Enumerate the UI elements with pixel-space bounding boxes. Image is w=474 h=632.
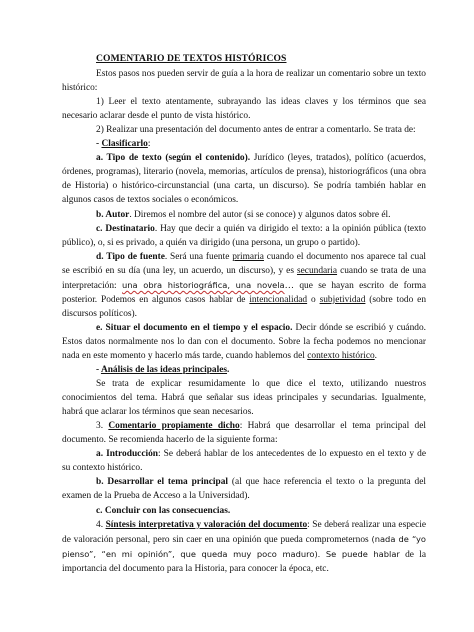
step-4-num: 4. [96,519,106,530]
item-d-text-2: cuando el documento nos aparece tal cual se escribió en su día (una ley, un acuerdo, un discurso), y es [62,251,426,276]
analisis-prefix: - [96,365,101,376]
step-3-num: 3. [96,421,109,432]
term-primaria: primaria [232,251,264,262]
step-3-b-text: (al que hace referencia el texto o la pregunta del examen de la Prueba de Acceso a la Universidad). [62,477,426,502]
step-3-text: : Habrá que desarrollar el tema principal del documento. Se recomienda hacerlo de la siguiente forma: [62,421,426,446]
item-c-destinatario [62,222,426,250]
item-c-text: . Hay que decir a quién va dirigido el texto: a la opinión pública (texto público), o, si es privado, a quién va dirigido (una persona, un grupo o partido). [62,223,426,248]
step-4-text-1: : Se deberá realizar una especie de valoración personal, pero sin caer en una opinión que pueda comprometernos [62,519,426,545]
item-b-label: b. Autor [96,209,130,220]
step-3-c-label: c. Concluir con las consecuencias. [96,505,231,516]
clasificarlo-heading-text: Clasificarlo [101,139,148,150]
step-4-paragraph [62,518,426,576]
step-3-item-a [62,447,426,475]
document-title: COMENTARIO DE TEXTOS HISTÓRICOS [96,53,287,64]
item-e-situar [62,321,426,363]
clasificarlo-heading [62,137,426,151]
term-intencionalidad: intencionalidad [249,294,308,305]
step-3-heading: Comentario propiamente dicho [108,421,240,432]
item-b-autor [62,208,426,222]
step-3-item-c [62,504,426,518]
item-d-label: d. Tipo de fuente [96,251,165,262]
step-3-b-label: b. Desarrollar el tema principal [96,477,229,488]
item-d-text-6: (sobre todo en discursos políticos). [62,294,427,319]
clasificarlo-prefix: - [96,139,102,150]
item-e-text-2: . [374,350,378,361]
step-3-item-b [62,475,426,503]
item-e-text-1: Decir dónde se escribió y cuándo. Estos datos normalmente nos lo dan con el documento. Sobre la fecha podemos no mencionar nada en este momento y hacerlo más tarde, cuando hablemos del [62,322,426,361]
step-3-a-label: a. Introducción [96,449,158,460]
analisis-heading-text: Análisis de las ideas principales [100,365,228,376]
item-d-sans-text: una obra historiográfica, una novela [122,279,285,290]
item-b-text: . Diremos el nombre del autor (si se conoce) y algunos datos sobre él. [129,209,391,220]
analisis-paragraph: Se trata de explicar resumidamente lo que dice el texto, utilizando nuestros conocimientos del tema. Habrá que señalar sus ideas principales y secundarias. Igualmente, habrá que aclarar los términos que sean necesarios. [62,379,426,418]
item-e-label: e. Situar el documento en el tiempo y el espacio. [96,322,293,333]
analisis-suffix: . [227,365,230,376]
clasificarlo-suffix: : [147,139,151,150]
step-3-paragraph [62,419,426,447]
step-4-heading: Síntesis interpretativa y valoración del documento [105,519,308,530]
item-d-tipo-fuente [62,250,426,321]
item-a-label: a. Tipo de texto (según el contenido). [96,153,251,164]
term-subjetividad: subjetividad [319,294,366,305]
step-4-sans-text: (nada de “yo pienso”, “en mi opinión”, que queda muy poco maduro). Se puede hablar [62,533,426,559]
step-1-paragraph: 1) Leer el texto atentamente, subrayando las ideas claves y los términos que sea necesario aclarar desde el punto de vista histórico. [62,97,426,122]
analisis-heading [62,363,426,377]
step-4-text-2: de la importancia del documento para la Historia, para conocer la época, etc. [62,549,426,574]
item-d-text-4: … que se hayan escrito de forma posterior. Podemos en algunos casos hablar de [62,280,427,305]
intro-paragraph: Estos pasos nos pueden servir de guía a la hora de realizar un comentario sobre un texto histórico: [62,69,426,94]
item-d-text-1: . Será una fuente [164,251,233,262]
item-a-tipo-texto [62,151,426,207]
term-secundaria: secundaria [296,265,338,276]
step-2-paragraph: 2) Realizar una presentación del documento antes de entrar a comentarlo. Se trata de: [96,125,416,136]
item-d-text-5: o [307,294,320,305]
item-c-label: c. Destinatario [96,223,155,234]
term-contexto-historico: contexto histórico [307,350,375,361]
step-3-a-text: : Se deberá hablar de los antecedentes de lo expuesto en el texto y de su contexto histórico. [62,449,427,474]
item-a-text: Jurídico (leyes, tratados), político (acuerdos, órdenes, programas), literario (novela, memorias, artículos de prensa), historiográficos (una obra de Historia) o histórico-circunstancial (una carta, un discurso). Se podría también hablar en algunos casos de textos sociales o económicos. [62,153,427,206]
item-d-text-3: cuando se trata de una interpretación: [62,265,426,291]
